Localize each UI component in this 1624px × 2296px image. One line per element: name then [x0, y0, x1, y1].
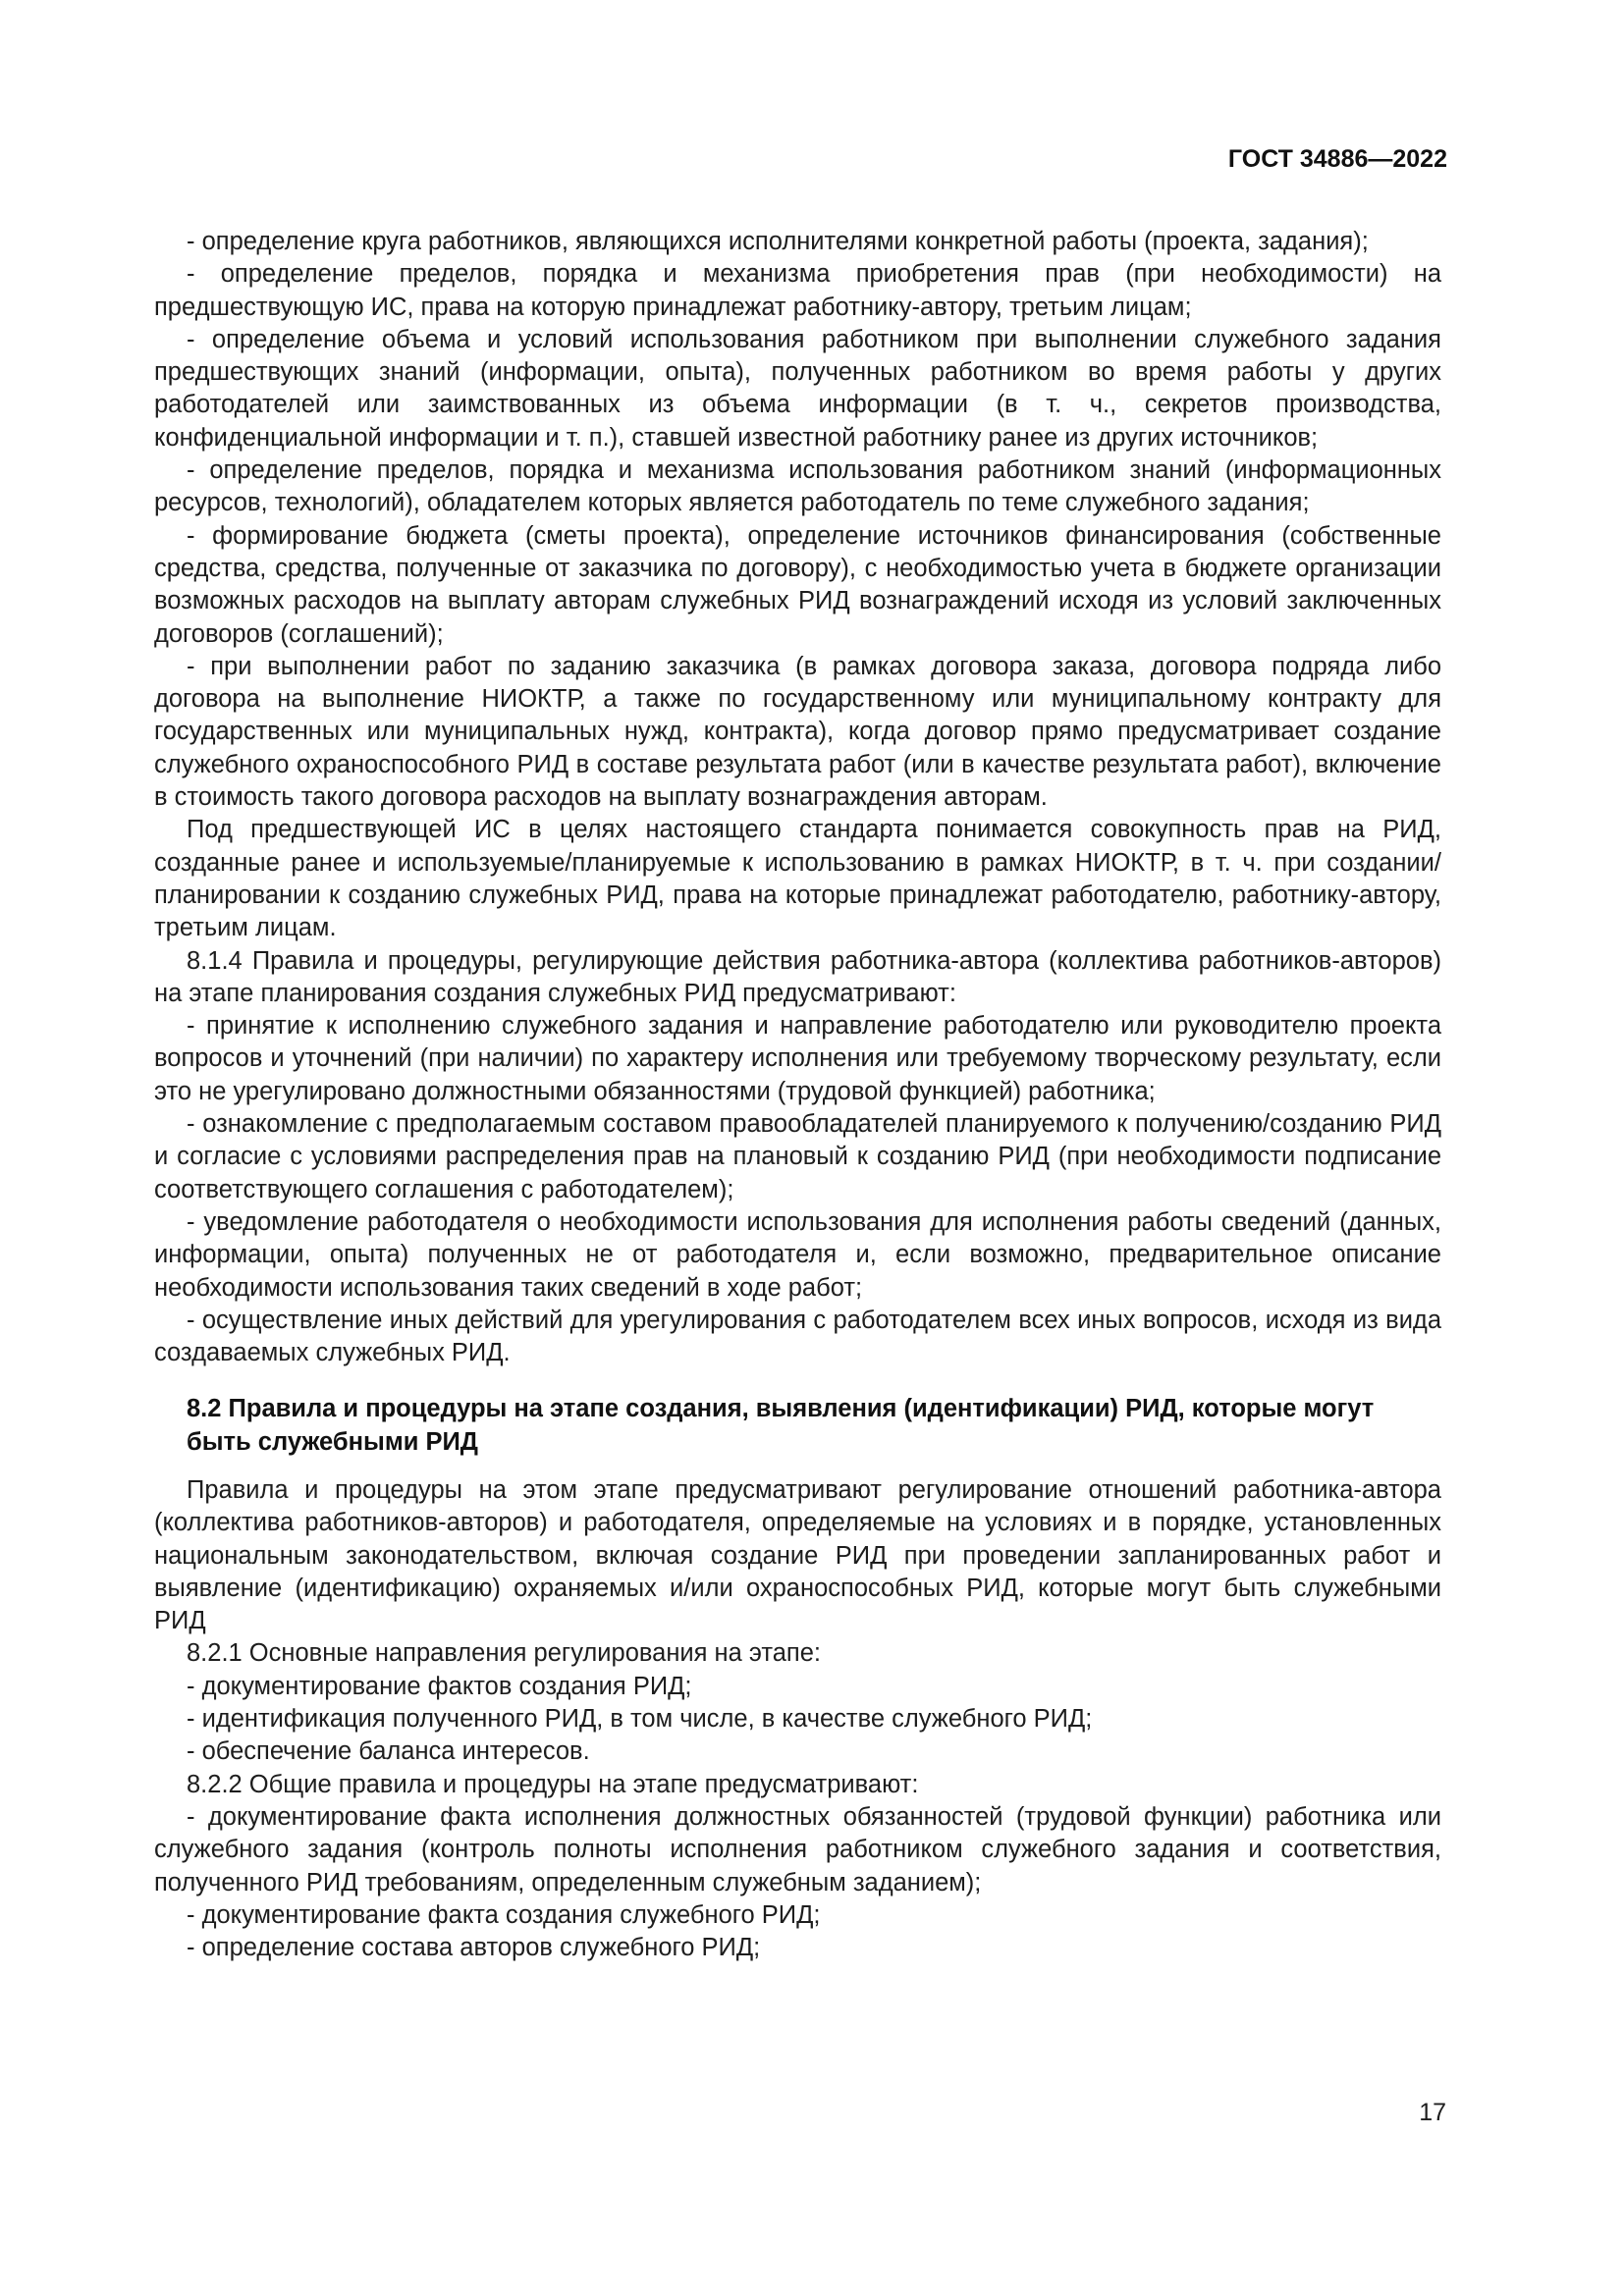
paragraph: - при выполнении работ по заданию заказчика (в рамках договора заказа, договора подряда либо договора на выполнение НИОКТР, а также по государственному или муниципальному контракту для государственных или муниципальных нужд, контракта), когда договор прямо предусматривает создание служебного охраноспособного РИД в составе результата работ (или в качестве результата работ), включение в стоимость такого договора расходов на выплату вознаграждения авторам.: [154, 652, 1441, 812]
document-code: ГОСТ 34886—2022: [1227, 145, 1447, 173]
paragraph: - принятие к исполнению служебного задания и направление работодателю или руководителю проекта вопросов и уточнений (при наличии) по характеру исполнения или требуемому творческому результату, если это не урегулировано должностными обязанностями (трудовой функцией) работника;: [154, 1012, 1441, 1105]
paragraph: - определение состава авторов служебного РИД;: [187, 1934, 761, 1962]
paragraph: - определение пределов, порядка и механизма использования работником знаний (информационных ресурсов, технологий), обладателем которых является работодатель по теме служебного задания;: [154, 456, 1441, 517]
paragraph: - ознакомление с предполагаемым составом правообладателей планируемого к получению/созданию РИД и согласие с условиями распределения прав на плановый к созданию РИД (при необходимости подписание соответствующего соглашения с работодателем);: [154, 1110, 1441, 1203]
paragraph: - осуществление иных действий для урегулирования с работодателем всех иных вопросов, исходя из вида создаваемых служебных РИД.: [154, 1306, 1441, 1367]
paragraph: 8.1.4 Правила и процедуры, регулирующие действия работника-автора (коллектива работников-авторов) на этапе планирования создания служебных РИД предусматривают:: [154, 946, 1441, 1007]
paragraph: - обеспечение баланса интересов.: [187, 1737, 590, 1766]
paragraph: - формирование бюджета (сметы проекта), определение источников финансирования (собственные средства, средства, полученные от заказчика по договору), с необходимостью учета в бюджете организации возможных расходов на выплату авторам служебных РИД вознаграждений исходя из условий заключенных договоров (соглашений);: [154, 521, 1441, 648]
paragraph: 8.2.2 Общие правила и процедуры на этапе предусматривают:: [187, 1770, 919, 1798]
paragraph: - документирование факта исполнения должностных обязанностей (трудовой функции) работника или служебного задания (контроль полноты исполнения работником служебного задания и соответствия, полученного РИД требованиям, определенным служебным заданием);: [154, 1802, 1441, 1896]
page-number: 17: [1419, 2099, 1446, 2126]
paragraph: 8.2.1 Основные направления регулирования на этапе:: [187, 1639, 822, 1668]
paragraph: - определение объема и условий использования работником при выполнении служебного задания предшествующих знаний (информации, опыта), полученных работником во время работы у других работодателей или заимствованных из объема информации (в т. ч., секретов производства, конфиденциальной информации и т. п.), ставшей известной работнику ранее из других источников;: [154, 325, 1441, 452]
paragraph: Под предшествующей ИС в целях настоящего стандарта понимается совокупность прав на РИД, созданные ранее и используемые/планируемые к использованию в рамках НИОКТР, в т. ч. при создании/планировании к созданию служебных РИД, права на которые принадлежат работодателю, работнику-автору, третьим лицам.: [154, 816, 1441, 942]
section-heading: 8.2 Правила и процедуры на этапе создания, выявления (идентификации) РИД, которые могут быть служебными РИД: [187, 1395, 1375, 1456]
paragraph: - определение пределов, порядка и механизма приобретения прав (при необходимости) на предшествующую ИС, права на которую принадлежат работнику-автору, третьим лицам;: [154, 260, 1441, 321]
paragraph: - документирование фактов создания РИД;: [187, 1672, 692, 1700]
document-body: [154, 226, 1441, 1964]
paragraph: Правила и процедуры на этом этапе предусматривают регулирование отношений работника-автора (коллектива работников-авторов) и работодателя, определяемые на условиях и в порядке, установленных национальным законодательством, включая создание РИД при проведении запланированных работ и выявление (идентификацию) охраняемых и/или охраноспособных РИД, которые могут быть служебными РИД: [154, 1475, 1441, 1635]
paragraph: - документирование факта создания служебного РИД;: [187, 1900, 821, 1929]
paragraph: - определение круга работников, являющихся исполнителями конкретной работы (проекта, задания);: [187, 228, 1369, 255]
paragraph: - уведомление работодателя о необходимости использования для исполнения работы сведений (данных, информации, опыта) полученных не от работодателя и, если возможно, предварительное описание необходимости использования таких сведений в ходе работ;: [154, 1207, 1441, 1302]
paragraph: - идентификация полученного РИД, в том числе, в качестве служебного РИД;: [187, 1705, 1093, 1734]
